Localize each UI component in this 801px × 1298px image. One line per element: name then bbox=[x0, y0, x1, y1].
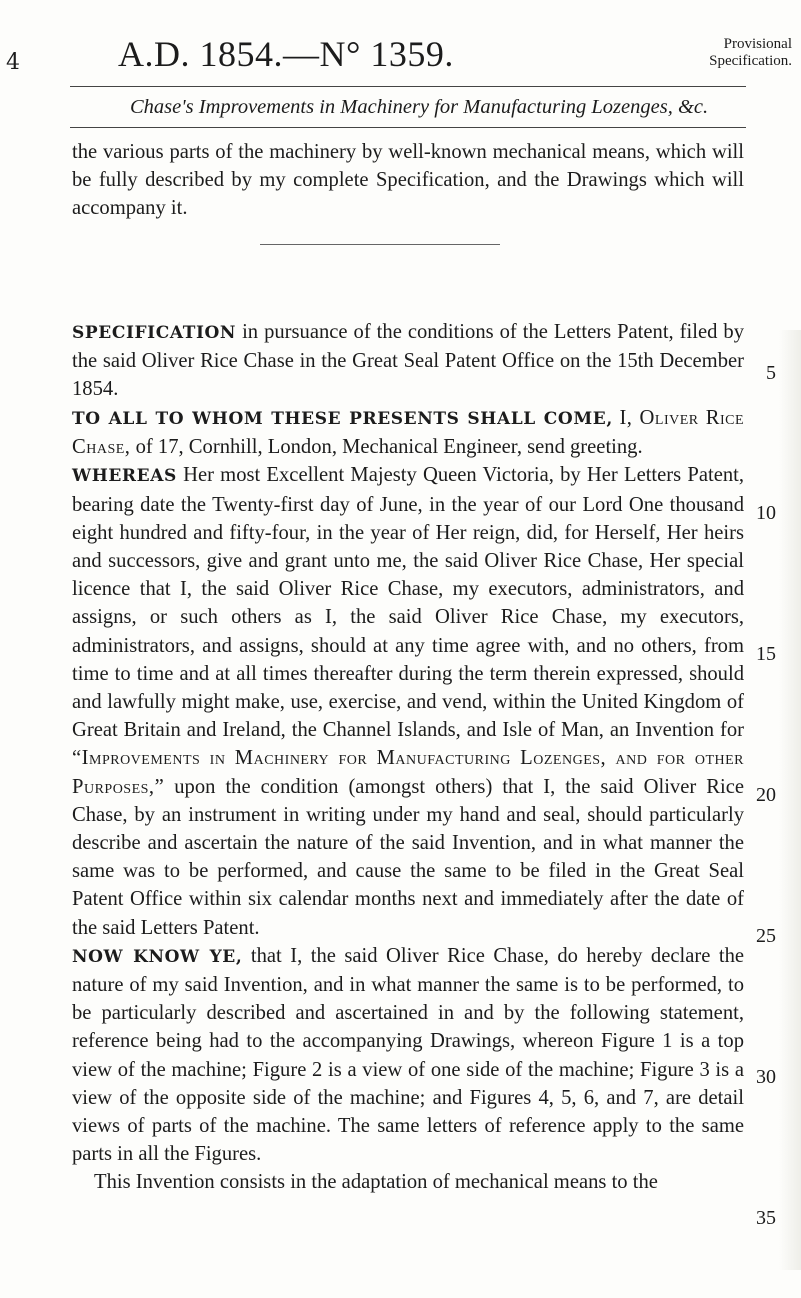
whereas-heading: WHEREAS bbox=[72, 466, 177, 487]
line-number: 15 bbox=[756, 643, 776, 665]
greeting-rest: of 17, Cornhill, London, Mechanical Engineer, send greeting. bbox=[135, 436, 643, 459]
now-know-text: that I, the said Oliver Rice Chase, do hereby declare the nature of my said Invention, and in what manner the same is to be performed, to be particularly described and ascertained in and by the following statement, reference being had to the accompanying Drawings, whereon Figure 1 is a top view of the machine; Figure 2 is a view of one side of the machine; Figure 3 is a view of the opposite side of the machine; and Figures 4, 5, 6, and 7, are detail views of parts of the machine. The same letters of reference apply to the same parts in all the Figures. bbox=[72, 944, 745, 1166]
header-rule-top bbox=[70, 86, 746, 87]
inventor-name: I, Oliver Rice Chase, bbox=[72, 407, 744, 459]
specification-text bbox=[72, 318, 744, 404]
line-number: 20 bbox=[756, 784, 776, 806]
header-rule-bottom bbox=[70, 127, 746, 128]
line-number: 35 bbox=[756, 1207, 776, 1229]
whereas-paragraph bbox=[72, 461, 744, 941]
specification-paragraph bbox=[72, 318, 744, 404]
body-text bbox=[72, 404, 744, 1197]
subtitle: Chase's Improvements in Machinery for Manufacturing Lozenges, &c. bbox=[130, 96, 709, 118]
section-divider bbox=[260, 244, 500, 245]
intro-paragraph bbox=[72, 138, 744, 223]
line-number: 10 bbox=[756, 502, 776, 524]
line-number: 25 bbox=[756, 925, 776, 947]
intro-text: the various parts of the machinery by well-known mechanical means, which will be fully described by my complete Specification, and the Drawings which will accompany it. bbox=[72, 141, 744, 220]
specification-heading: SPECIFICATION bbox=[72, 323, 237, 343]
greeting-paragraph bbox=[72, 404, 744, 461]
invention-title: “Improvements in Machinery for Manufacturing Lozenges, and for other Purposes,” bbox=[72, 747, 744, 798]
page-edge-shadow bbox=[779, 330, 801, 1270]
provisional-label bbox=[652, 36, 792, 70]
whereas-text-rest: upon the condition (amongst others) that I, the said Oliver Rice Chase, by an instrument in writing under my hand and seal, should particularly describe and ascertain the nature of the said Invention, and in what manner the same was to be performed, and cause the same to be filed in the Great Seal Patent Office within six calendar months next and immediately after the date of the said Letters Patent. bbox=[72, 775, 744, 939]
now-know-heading: NOW KNOW YE, bbox=[72, 946, 243, 967]
provisional-line2: Specification. bbox=[709, 53, 792, 69]
provisional-line1: Provisional bbox=[723, 36, 792, 52]
to-all-heading: TO ALL TO WHOM THESE PRESENTS SHALL COME, bbox=[72, 409, 613, 429]
line-number: 5 bbox=[766, 362, 776, 384]
whereas-text: Her most Excellent Majesty Queen Victoria, by Her Letters Patent, bearing date the Twenty-first day of June, in the year of our Lord One thousand eight hundred and fifty-four, in the year of Her reign, did, for Herself, Her heirs and successors, give and grant unto me, the said Oliver Rice Chase, Her special licence that I, the said Oliver Rice Chase, my executors, administrators, and assigns, or such others as I, the said Oliver Rice Chase, my executors, administrators, and assigns, should at any time agree with, and no others, from time to time and at all times thereafter during the term therein expressed, should and lawfully might make, use, exercise, and vend, within the United Kingdom of Great Britain and Ireland, the Channel Islands, and Isle of Man, an Invention for bbox=[72, 464, 744, 742]
specification-body: in pursuance of the conditions of the Letters Patent, filed by the said Oliver Rice Chase in the Great Seal Patent Office on the 15th December 1854. bbox=[72, 321, 745, 401]
now-know-paragraph bbox=[72, 942, 744, 1169]
page-title: A.D. 1854.—N° 1359. bbox=[118, 34, 454, 74]
invention-paragraph: This Invention consists in the adaptation of mechanical means to the bbox=[94, 1171, 658, 1194]
page-number: 4 bbox=[6, 50, 20, 75]
line-number: 30 bbox=[756, 1066, 776, 1088]
